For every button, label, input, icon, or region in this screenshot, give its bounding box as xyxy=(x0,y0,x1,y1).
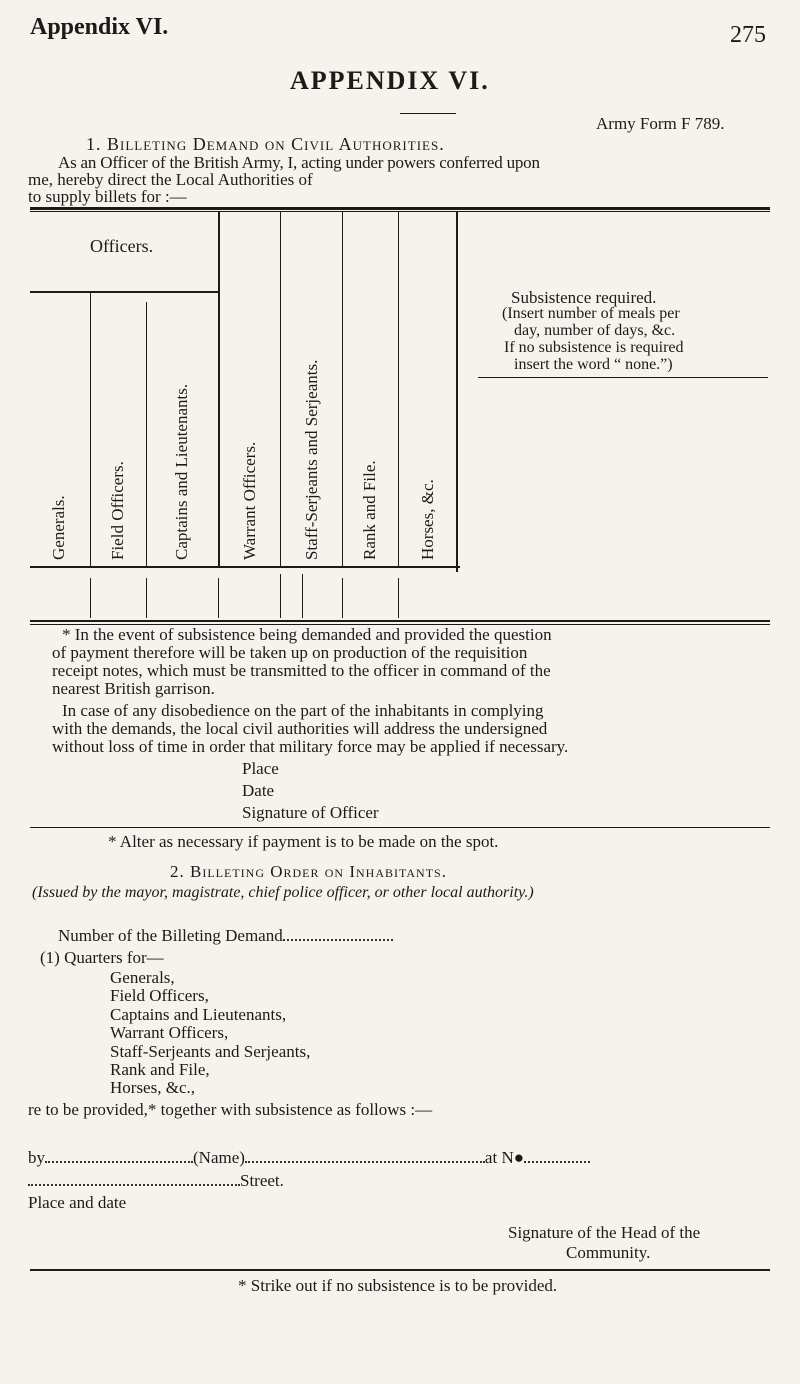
entry-tick-1 xyxy=(90,578,91,618)
quarters-item: Rank and File, xyxy=(110,1060,210,1080)
note-paragraph xyxy=(52,626,768,698)
subsistence-rule xyxy=(478,377,768,378)
street-line xyxy=(28,1171,284,1191)
street-label: Street. xyxy=(240,1171,284,1190)
demand-number-blank[interactable] xyxy=(283,939,393,941)
place-field: Place xyxy=(242,759,279,778)
entry-tick-3 xyxy=(218,578,219,618)
quarters-item: Field Officers, xyxy=(110,986,209,1006)
intro-line-2: me, hereby direct the Local Authorities of xyxy=(28,170,313,189)
col-horses: Horses, &c. xyxy=(418,479,437,560)
subsistence-title: Subsistence required. xyxy=(511,288,657,307)
billeting-demand-number-label: Number of the Billeting Demand xyxy=(58,926,283,945)
quarters-item: Captains and Lieutenants, xyxy=(110,1004,287,1024)
name-blank[interactable] xyxy=(245,1161,485,1163)
number-blank[interactable] xyxy=(524,1161,590,1163)
col-warrant-officers: Warrant Officers. xyxy=(240,441,259,560)
quarters-label: (1) Quarters for— xyxy=(40,948,164,967)
head-signature-line-2: Community. xyxy=(566,1243,651,1262)
intro-line-3: to supply billets for :— xyxy=(28,187,187,206)
issued-by-note: (Issued by the mayor, magistrate, chief police officer, or other local authority.) xyxy=(32,884,534,901)
officer-signature-field: Signature of Officer xyxy=(242,803,379,822)
col-line-3 xyxy=(218,212,220,566)
name-label: (Name) xyxy=(193,1148,245,1167)
col-line-7 xyxy=(456,212,458,572)
separator-rule xyxy=(30,620,770,622)
by-blank[interactable] xyxy=(45,1161,193,1163)
payment-footnote: * Alter as necessary if payment is to be made on the spot. xyxy=(108,832,499,851)
subsistence-line-5: insert the word “ none.”) xyxy=(514,356,673,373)
by-name-line xyxy=(28,1148,590,1168)
col-staff-serjeants: Staff-Serjeants and Serjeants. xyxy=(302,359,321,560)
subsistence-line-4: If no subsistence is required xyxy=(504,339,684,356)
subsistence-footnote: * Strike out if no subsistence is to be provided. xyxy=(238,1276,558,1295)
note-line-1: * In the event of subsistence being demanded and provided the question xyxy=(62,625,552,644)
signature-rule xyxy=(30,827,770,828)
section2-heading: 2. Billeting Order on Inhabitants. xyxy=(170,862,447,881)
entry-tick-2 xyxy=(146,578,147,618)
disobedience-line-2: with the demands, the local civil authorities will address the undersigned xyxy=(52,719,548,738)
billeting-table xyxy=(0,0,800,640)
quarters-item: Warrant Officers, xyxy=(110,1023,229,1043)
billeting-demand-number xyxy=(58,926,393,946)
page-number: 275 xyxy=(730,22,766,48)
table-top-rule-2 xyxy=(30,211,770,212)
note-line-4: nearest British garrison. xyxy=(52,679,215,698)
subsistence-line-3: day, number of days, &c. xyxy=(514,322,676,339)
col-line-5 xyxy=(342,212,343,566)
form-number: Army Form F 789. xyxy=(596,114,725,133)
table-top-rule xyxy=(30,207,770,210)
bottom-rule xyxy=(30,1269,770,1271)
quarters-item: Staff-Serjeants and Serjeants, xyxy=(110,1041,311,1061)
subsistence-line-2: (Insert number of meals per xyxy=(502,305,680,322)
col-line-1 xyxy=(90,291,91,566)
street-blank[interactable] xyxy=(28,1184,240,1186)
officers-group-header: Officers. xyxy=(90,236,154,256)
disobedience-line-3: without loss of time in order that military force may be applied if necessary. xyxy=(52,737,569,756)
disobedience-line-1: In case of any disobedience on the part of the inhabitants in complying xyxy=(62,701,544,720)
officers-underline xyxy=(30,291,218,293)
note-line-3: receipt notes, which must be transmitted to the officer in command of the xyxy=(52,661,551,680)
provided-line: re to be provided,* together with subsistence as follows :— xyxy=(28,1100,433,1119)
page-title: APPENDIX VI. xyxy=(290,66,490,95)
place-and-date: Place and date xyxy=(28,1193,127,1212)
section1-heading: 1. Billeting Demand on Civil Authorities. xyxy=(86,134,445,154)
quarters-list xyxy=(110,969,310,1098)
by-prefix: by xyxy=(28,1148,45,1167)
quarters-item: Generals, xyxy=(110,968,175,987)
table-bottom-rule xyxy=(30,566,460,568)
col-line-2 xyxy=(146,302,147,566)
date-field: Date xyxy=(242,781,275,800)
col-line-4 xyxy=(280,212,281,566)
note-line-2: of payment therefore will be taken up on production of the requisition xyxy=(52,643,528,662)
entry-tick-5 xyxy=(302,574,303,618)
intro-line-1: As an Officer of the British Army, I, acting under powers conferred upon xyxy=(58,153,540,172)
quarters-item: Horses, &c., xyxy=(110,1078,195,1098)
head-signature-line-1: Signature of the Head of the xyxy=(508,1223,701,1242)
col-line-6 xyxy=(398,212,399,566)
col-rank-file: Rank and File. xyxy=(360,460,379,560)
col-generals: Generals. xyxy=(49,495,68,560)
col-field-officers: Field Officers. xyxy=(108,461,127,560)
entry-tick-7 xyxy=(398,578,399,618)
running-header: Appendix VI. xyxy=(30,14,169,40)
entry-tick-4 xyxy=(280,574,281,618)
disobedience-paragraph xyxy=(52,702,768,756)
at-no-label: at N● xyxy=(484,1148,524,1167)
col-captains-lieutenants: Captains and Lieutenants. xyxy=(172,383,191,560)
entry-tick-6 xyxy=(342,578,343,618)
